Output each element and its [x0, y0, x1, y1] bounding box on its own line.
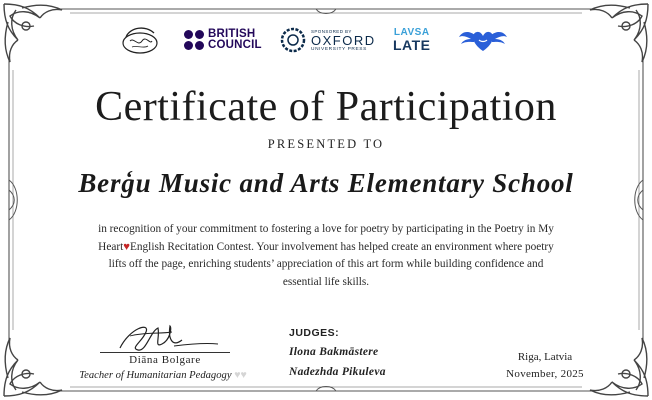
british-council-dots-icon: [184, 30, 204, 50]
signer-title-text: Teacher of Humanitarian Pedagogy: [79, 370, 232, 381]
late-text: LATE: [393, 37, 431, 53]
date: November, 2025: [506, 368, 584, 380]
heart-icon: ♥: [123, 240, 130, 253]
heart-wings-logo: [457, 22, 509, 58]
lavsa-text: LAVSA: [393, 27, 430, 38]
british-council-logo: [184, 22, 262, 58]
oup-sub: UNIVERSITY PRESS: [311, 46, 367, 52]
body-text-part2: English Recitation Contest. Your involvement has helped create an environment where poetry lifts off the page, enriching students’ appreciation of this art form while building confidence and essential life skills.: [108, 240, 554, 288]
signer-name: Diāna Bolgare: [129, 354, 201, 366]
judge-name: Nadezhda Pikuleva: [289, 366, 386, 378]
place: Riga, Latvia: [517, 351, 573, 363]
certificate-body: [88, 221, 564, 291]
lavsa-late-logo: [393, 22, 431, 58]
signer-title: [48, 370, 278, 381]
judges-label: JUDGES:: [289, 327, 340, 339]
oxford-university-press-logo: [279, 22, 376, 58]
hearts-icon: ♥♥: [234, 370, 247, 381]
certificate-title: Certificate of Participation: [95, 84, 557, 130]
sponsor-logos: [0, 22, 652, 58]
heart-wings-icon: [457, 25, 509, 55]
judge-name: Ilona Bakmāstere: [289, 346, 379, 358]
script-logo-icon: [120, 23, 160, 57]
oup-sponsored-by: SPONSORED BY: [311, 28, 352, 34]
signature-line: [100, 352, 230, 353]
oup-circle-icon: [279, 26, 307, 54]
body-text-part1: in recognition of your commitment to fostering a love for poetry by participating in the Poetry in My Heart: [98, 223, 554, 253]
recipient-name: Berģu Music and Arts Elementary School: [78, 168, 574, 198]
script-logo: [120, 22, 160, 58]
british-council-line2: COUNCIL: [208, 39, 262, 51]
oup-main: OXFORD: [311, 32, 376, 48]
british-council-line1: BRITISH: [208, 28, 256, 40]
presented-to-label: PRESENTED TO: [267, 137, 385, 151]
